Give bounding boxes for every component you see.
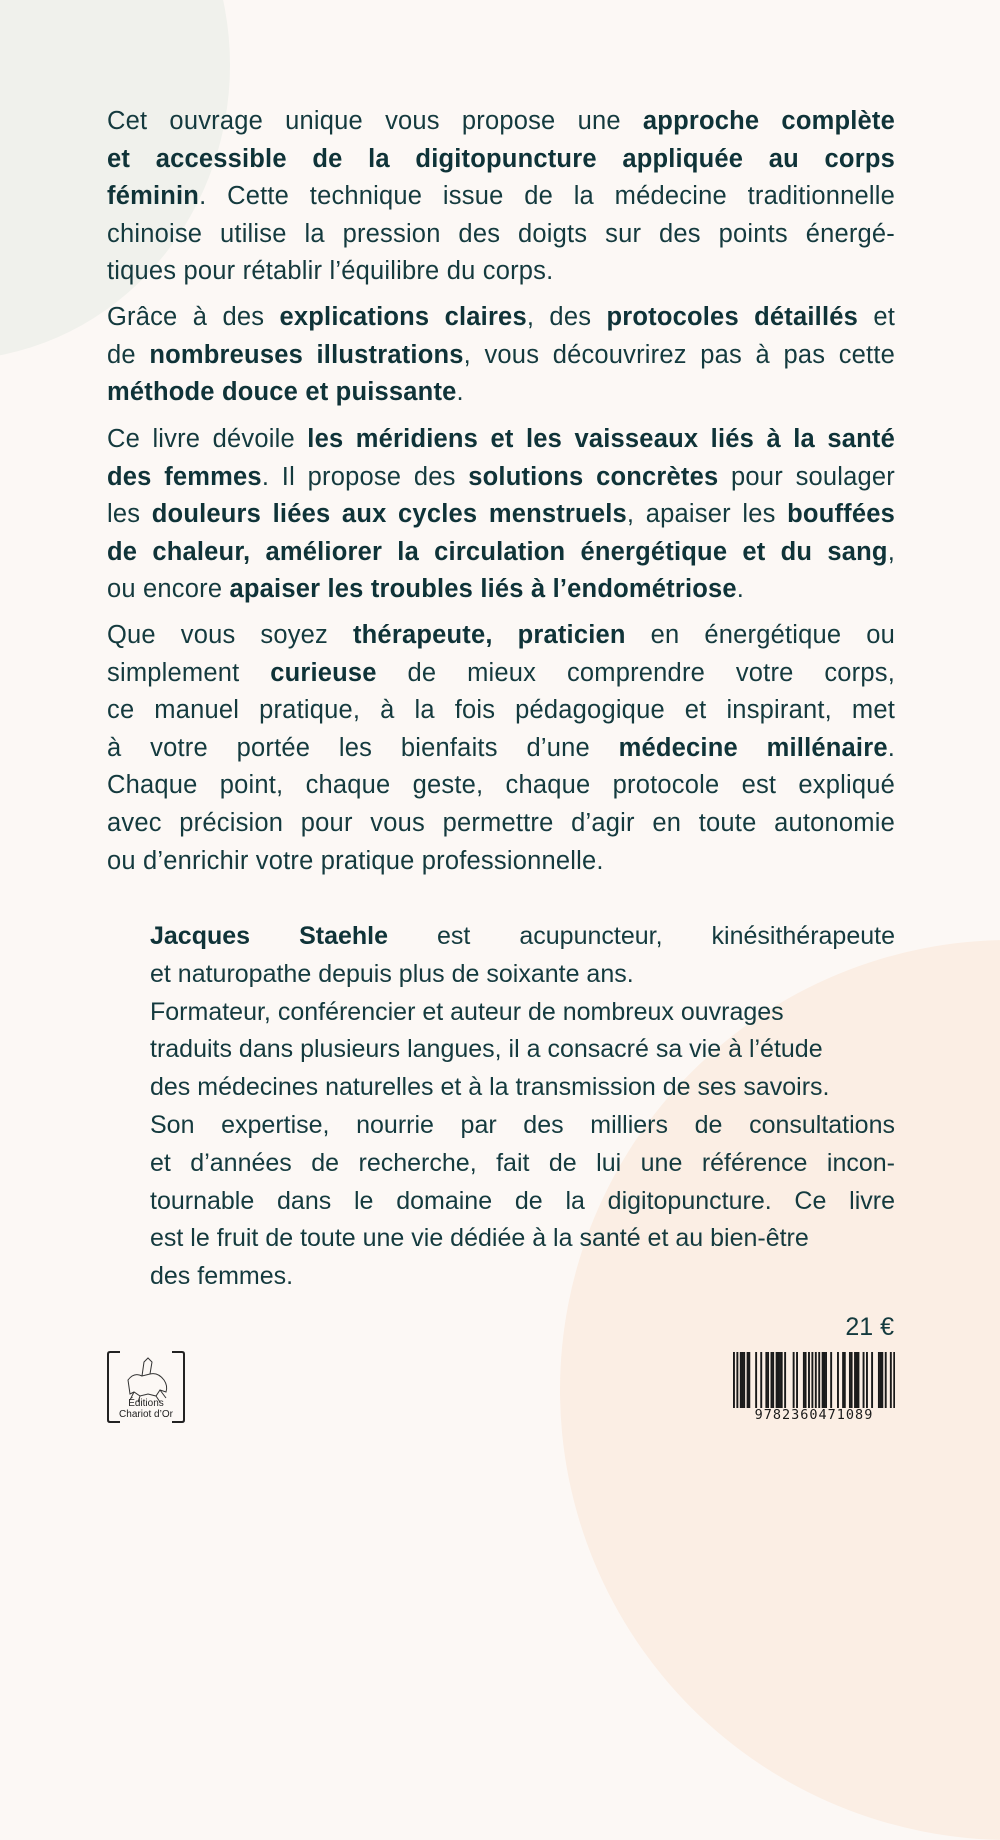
- text-run: de: [107, 340, 150, 369]
- publisher-logo: [106, 1350, 186, 1424]
- text-run: à votre portée les bienfaits d’une: [107, 733, 619, 762]
- barcode: [733, 1352, 895, 1408]
- text-run: Que vous soyez: [107, 621, 353, 649]
- text-run: est le fruit de toute une vie dédiée à la santé et au bien-être: [150, 1224, 809, 1253]
- barcode-bar: [805, 1352, 807, 1408]
- text-line: [107, 106, 895, 136]
- barcode-bar: [743, 1352, 745, 1408]
- text-line: [150, 997, 895, 1027]
- text-line: [150, 1186, 895, 1216]
- barcode-bar: [755, 1352, 757, 1408]
- barcode-bar: [871, 1352, 873, 1408]
- barcode-bar: [748, 1352, 750, 1408]
- text-run: et naturopathe depuis plus de soixante ans.: [150, 959, 634, 988]
- barcode-bar: [830, 1352, 832, 1408]
- text-line: [150, 959, 895, 989]
- barcode-bar: [863, 1352, 865, 1408]
- text-line: [107, 144, 895, 174]
- bold-text-run: approche complète: [642, 107, 895, 135]
- bold-text-run: médecine millénaire: [618, 733, 888, 762]
- bold-text-run: curieuse: [270, 658, 377, 687]
- text-run: avec précision pour vous permettre d’agir en toute autonomie: [107, 809, 895, 837]
- bold-text-run: méthode douce et puissante: [107, 378, 457, 407]
- barcode-bar: [742, 1352, 744, 1408]
- text-run: .: [887, 733, 895, 762]
- text-run: en énergétique ou: [625, 621, 895, 649]
- bold-text-run: bouffées: [787, 500, 896, 529]
- text-run: des femmes.: [150, 1262, 294, 1291]
- bold-text-run: de chaleur, améliorer la circulation énergétique et du sang: [107, 537, 888, 566]
- text-run: . Il propose des: [261, 462, 469, 491]
- barcode-bar: [796, 1352, 798, 1408]
- text-line: [107, 620, 895, 650]
- barcode-bar: [771, 1352, 773, 1408]
- text-run: Grâce à des: [107, 303, 280, 331]
- text-line: [107, 256, 895, 286]
- bold-text-run: féminin: [107, 182, 200, 211]
- barcode-bar: [823, 1352, 825, 1408]
- text-line: [150, 1148, 895, 1178]
- text-run: .: [736, 575, 745, 604]
- barcode-bar: [793, 1352, 795, 1408]
- text-run: Chaque point, chaque geste, chaque protocole est expliqué: [107, 771, 895, 800]
- text-run: tiques pour rétablir l’équilibre du corps.: [107, 257, 554, 286]
- text-line: [107, 340, 895, 370]
- text-line: [107, 219, 895, 249]
- text-run: les: [107, 500, 152, 529]
- bold-text-run: douleurs liées aux cycles menstruels: [151, 500, 627, 529]
- publisher-name-line1: Éditions: [128, 1398, 164, 1409]
- barcode-bar: [808, 1352, 810, 1408]
- bold-text-run: Jacques Staehle: [150, 922, 388, 950]
- barcode-bar: [779, 1352, 781, 1408]
- text-run: simplement: [107, 658, 271, 687]
- barcode-bar: [878, 1352, 880, 1408]
- text-run: Formateur, conférencier et auteur de nombreux ouvrages: [150, 997, 784, 1026]
- text-run: traduits dans plusieurs langues, il a consacré sa vie à l’étude: [150, 1035, 823, 1064]
- text-run: pour soulager: [718, 462, 895, 491]
- text-run: . Cette technique issue de la médecine traditionnelle: [199, 182, 895, 211]
- bold-text-run: apaiser les troubles liés à l’endométriose: [229, 575, 737, 604]
- text-run: et d’années de recherche, fait de lui une référence incon-: [150, 1148, 895, 1177]
- text-line: [107, 181, 895, 211]
- barcode-bar: [856, 1352, 858, 1408]
- text-run: et: [858, 303, 895, 331]
- barcode-bar: [842, 1352, 844, 1408]
- text-line: [107, 733, 895, 763]
- barcode-bar: [803, 1352, 805, 1408]
- barcode-bar: [851, 1352, 853, 1408]
- text-run: des médecines naturelles et à la transmission de ses savoirs.: [150, 1073, 830, 1102]
- barcode-bar: [890, 1352, 892, 1408]
- text-line: [150, 921, 895, 951]
- bold-text-run: explications claires: [279, 303, 527, 331]
- price: 21 €: [845, 1313, 894, 1341]
- text-line: [107, 499, 895, 529]
- barcode-bar: [765, 1352, 767, 1408]
- barcode-bar: [885, 1352, 887, 1408]
- text-run: de mieux comprendre votre corps,: [376, 658, 895, 687]
- text-line: [150, 1223, 895, 1253]
- barcode-bar: [784, 1352, 786, 1408]
- barcode-bar: [776, 1352, 778, 1408]
- text-line: [107, 424, 895, 454]
- text-line: [107, 377, 895, 407]
- text-run: , vous découvrirez pas à pas cette: [463, 340, 895, 369]
- bold-text-run: protocoles détaillés: [606, 303, 858, 331]
- barcode-bar: [857, 1352, 859, 1408]
- text-run: ou d’enrichir votre pratique professionnelle.: [107, 846, 604, 875]
- text-run: tournable dans le domaine de la digitopuncture. Ce livre: [150, 1186, 895, 1215]
- text-line: [107, 302, 895, 332]
- text-line: [107, 808, 895, 838]
- barcode-bar: [881, 1352, 883, 1408]
- text-run: Son expertise, nourrie par des milliers de consultations: [150, 1111, 895, 1139]
- barcode-bar: [822, 1352, 824, 1408]
- bold-text-run: nombreuses illustrations: [149, 340, 464, 369]
- barcode-bar: [811, 1352, 813, 1408]
- bold-text-run: et accessible de la digitopuncture appliquée au corps: [107, 144, 895, 173]
- barcode-bar: [777, 1352, 779, 1408]
- isbn-number: 9782360471089: [754, 1407, 874, 1423]
- barcode-bar: [837, 1352, 839, 1408]
- text-line: [107, 658, 895, 688]
- barcode-bar: [781, 1352, 783, 1408]
- text-line: [107, 574, 895, 604]
- text-line: [150, 1034, 895, 1064]
- text-run: Cet ouvrage unique vous propose une: [107, 107, 643, 135]
- text-line: [107, 537, 895, 567]
- text-line: [107, 462, 895, 492]
- text-run: Ce livre dévoile: [107, 425, 308, 453]
- text-line: [107, 770, 895, 800]
- barcode-bar: [849, 1352, 851, 1408]
- barcode-bar: [760, 1352, 762, 1408]
- barcode-bar: [815, 1352, 817, 1408]
- text-line: [107, 695, 895, 725]
- barcode-bar: [825, 1352, 827, 1408]
- text-line: [150, 1261, 895, 1291]
- text-run: ,: [887, 537, 895, 566]
- text-line: [107, 846, 895, 876]
- text-run: ce manuel pratique, à la fois pédagogique et inspirant, met: [107, 696, 895, 725]
- barcode-bar: [733, 1352, 735, 1408]
- barcode-bar: [893, 1352, 895, 1408]
- barcode-bar: [818, 1352, 820, 1408]
- text-run: , apaiser les: [626, 500, 788, 529]
- text-run: chinoise utilise la pression des doigts sur des points énergé-: [107, 219, 895, 248]
- barcode-bar: [740, 1352, 742, 1408]
- text-line: [150, 1072, 895, 1102]
- barcode-bar: [736, 1352, 738, 1408]
- barcode-bar: [767, 1352, 769, 1408]
- barcode-bar: [866, 1352, 868, 1408]
- bold-text-run: solutions concrètes: [468, 462, 719, 491]
- text-run: ou encore: [107, 575, 230, 604]
- barcode-bar: [880, 1352, 882, 1408]
- bold-text-run: des femmes: [107, 462, 262, 491]
- barcode-bar: [772, 1352, 774, 1408]
- text-run: est acupuncteur, kinésithérapeute: [388, 922, 895, 950]
- text-run: .: [456, 378, 464, 407]
- text-line: [150, 1110, 895, 1140]
- publisher-name-line2: Chariot d’Or: [119, 1409, 173, 1420]
- barcode-bar: [854, 1352, 856, 1408]
- barcode-bar: [844, 1352, 846, 1408]
- bold-text-run: les méridiens et les vaisseaux liés à la santé: [307, 425, 895, 453]
- barcode-bar: [747, 1352, 749, 1408]
- text-run: , des: [526, 303, 607, 331]
- bold-text-run: thérapeute, praticien: [352, 621, 626, 649]
